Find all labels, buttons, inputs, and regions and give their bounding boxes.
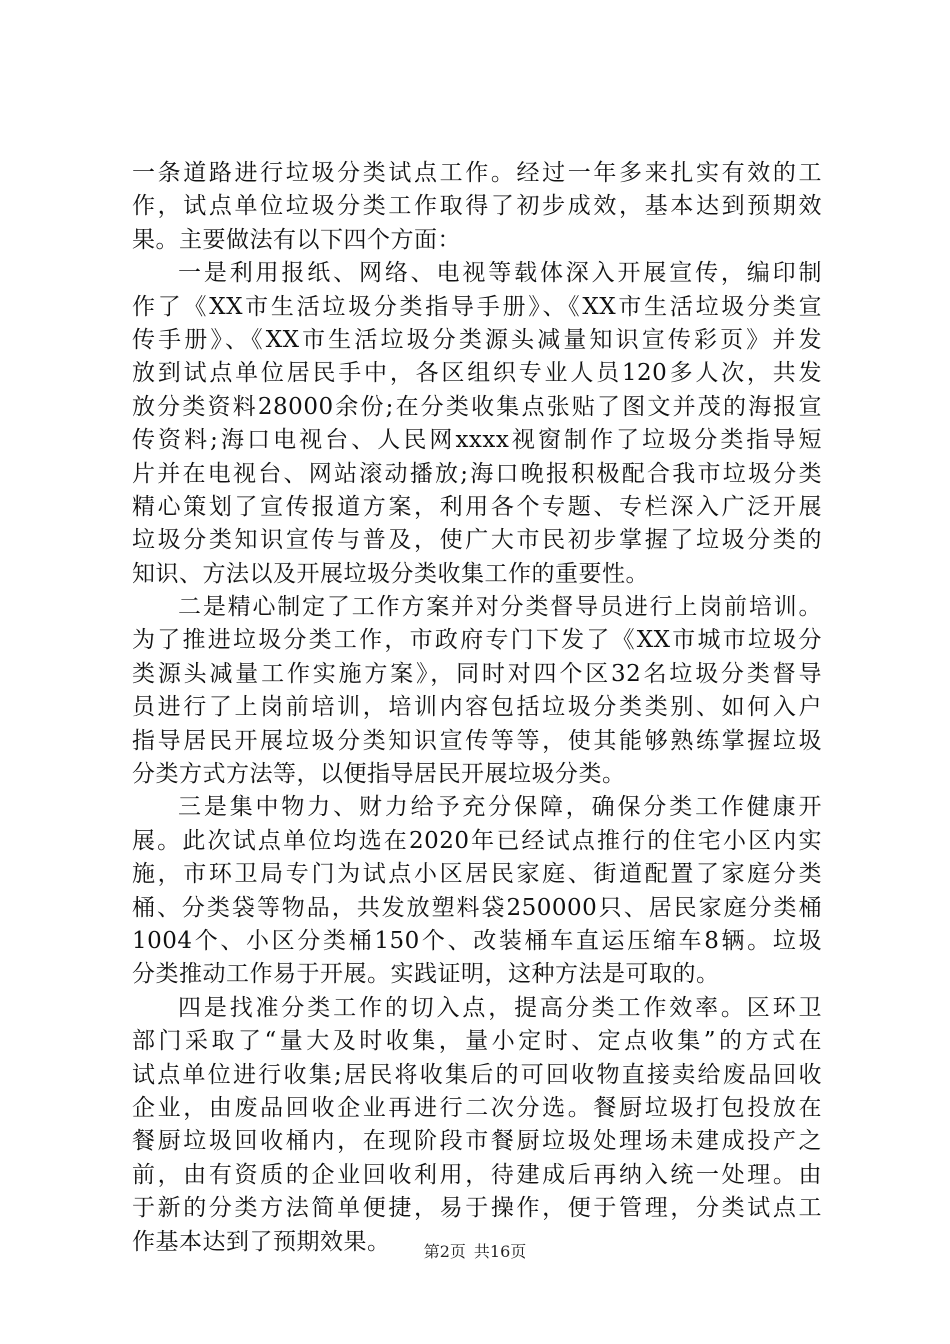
text-line: 片并在电视台、网站滚动播放;海口晚报积极配合我市垃圾分类 [132,460,822,487]
text-line: 指导居民开展垃圾分类知识宣传等等，使其能够熟练掌握垃圾 [132,727,822,754]
text-line: 垃圾分类知识宣传与普及，使广大市民初步掌握了垃圾分类的 [132,527,822,554]
text-line: 作了《XX市生活垃圾分类指导手册》、《XX市生活垃圾分类宣 [132,293,822,320]
text-line: 果。主要做法有以下四个方面： [132,226,461,253]
text-line: 传资料;海口电视台、人民网xxxx视窗制作了垃圾分类指导短 [132,427,822,454]
text-line: 类源头减量工作实施方案》，同时对四个区32名垃圾分类督导 [132,660,822,687]
text-line: 分类推动工作易于开展。实践证明，这种方法是可取的。 [132,961,720,988]
document-body [132,157,822,1259]
text-line: 餐厨垃圾回收桶内，在现阶段市餐厨垃圾处理场未建成投产之 [132,1128,822,1155]
text-line: 一条道路进行垃圾分类试点工作。经过一年多来扎实有效的工 [132,160,822,186]
text-line: 放到试点单位居民手中，各区组织专业人员120多人次，共发 [132,360,822,387]
text-line: 试点单位进行收集;居民将收集后的可回收物直接卖给废品回收 [132,1061,822,1088]
text-line: 为了推进垃圾分类工作，市政府专门下发了《XX市城市垃圾分 [132,627,822,654]
text-line: 一是利用报纸、网络、电视等载体深入开展宣传，编印制 [178,260,822,287]
text-line: 二是精心制定了工作方案并对分类督导员进行上岗前培训。 [178,594,822,621]
text-line: 精心策划了宣传报道方案，利用各个专题、专栏深入广泛开展 [132,493,822,520]
text-line: 员进行了上岗前培训，培训内容包括垃圾分类类别、如何入户 [132,694,822,721]
page-number: 第2页 [423,1242,466,1261]
text-line: 1004个、小区分类桶150个、改装桶车直运压缩车8辆。垃圾 [132,927,822,954]
text-line: 三是集中物力、财力给予充分保障，确保分类工作健康开 [178,794,822,821]
text-line: 部门采取了“量大及时收集，量小定时、定点收集”的方式在 [132,1028,822,1055]
text-line: 作基本达到了预期效果。 [132,1228,391,1255]
text-line: 分类方式方法等，以便指导居民开展垃圾分类。 [132,761,626,788]
text-line: 知识、方法以及开展垃圾分类收集工作的重要性。 [132,560,649,587]
text-line: 四是找准分类工作的切入点，提高分类工作效率。区环卫 [178,994,822,1021]
text-line: 放分类资料28000余份;在分类收集点张贴了图文并茂的海报宣 [132,393,822,420]
text-line: 施，市环卫局专门为试点小区居民家庭、街道配置了家庭分类 [132,861,822,888]
page-footer [0,1242,950,1262]
page-total: 共16页 [473,1242,527,1261]
text-line: 作，试点单位垃圾分类工作取得了初步成效，基本达到预期效 [132,193,822,220]
text-line: 桶、分类袋等物品，共发放塑料袋250000只、居民家庭分类桶 [132,894,822,921]
text-line: 于新的分类方法简单便捷，易于操作，便于管理，分类试点工 [132,1195,822,1222]
text-line: 传手册》、《XX市生活垃圾分类源头减量知识宣传彩页》并发 [132,326,822,353]
text-line: 前，由有资质的企业回收利用，待建成后再纳入统一处理。由 [132,1161,822,1188]
text-line: 企业，由废品回收企业再进行二次分选。餐厨垃圾打包投放在 [132,1094,822,1121]
text-line: 展。此次试点单位均选在2020年已经试点推行的住宅小区内实 [132,827,822,854]
